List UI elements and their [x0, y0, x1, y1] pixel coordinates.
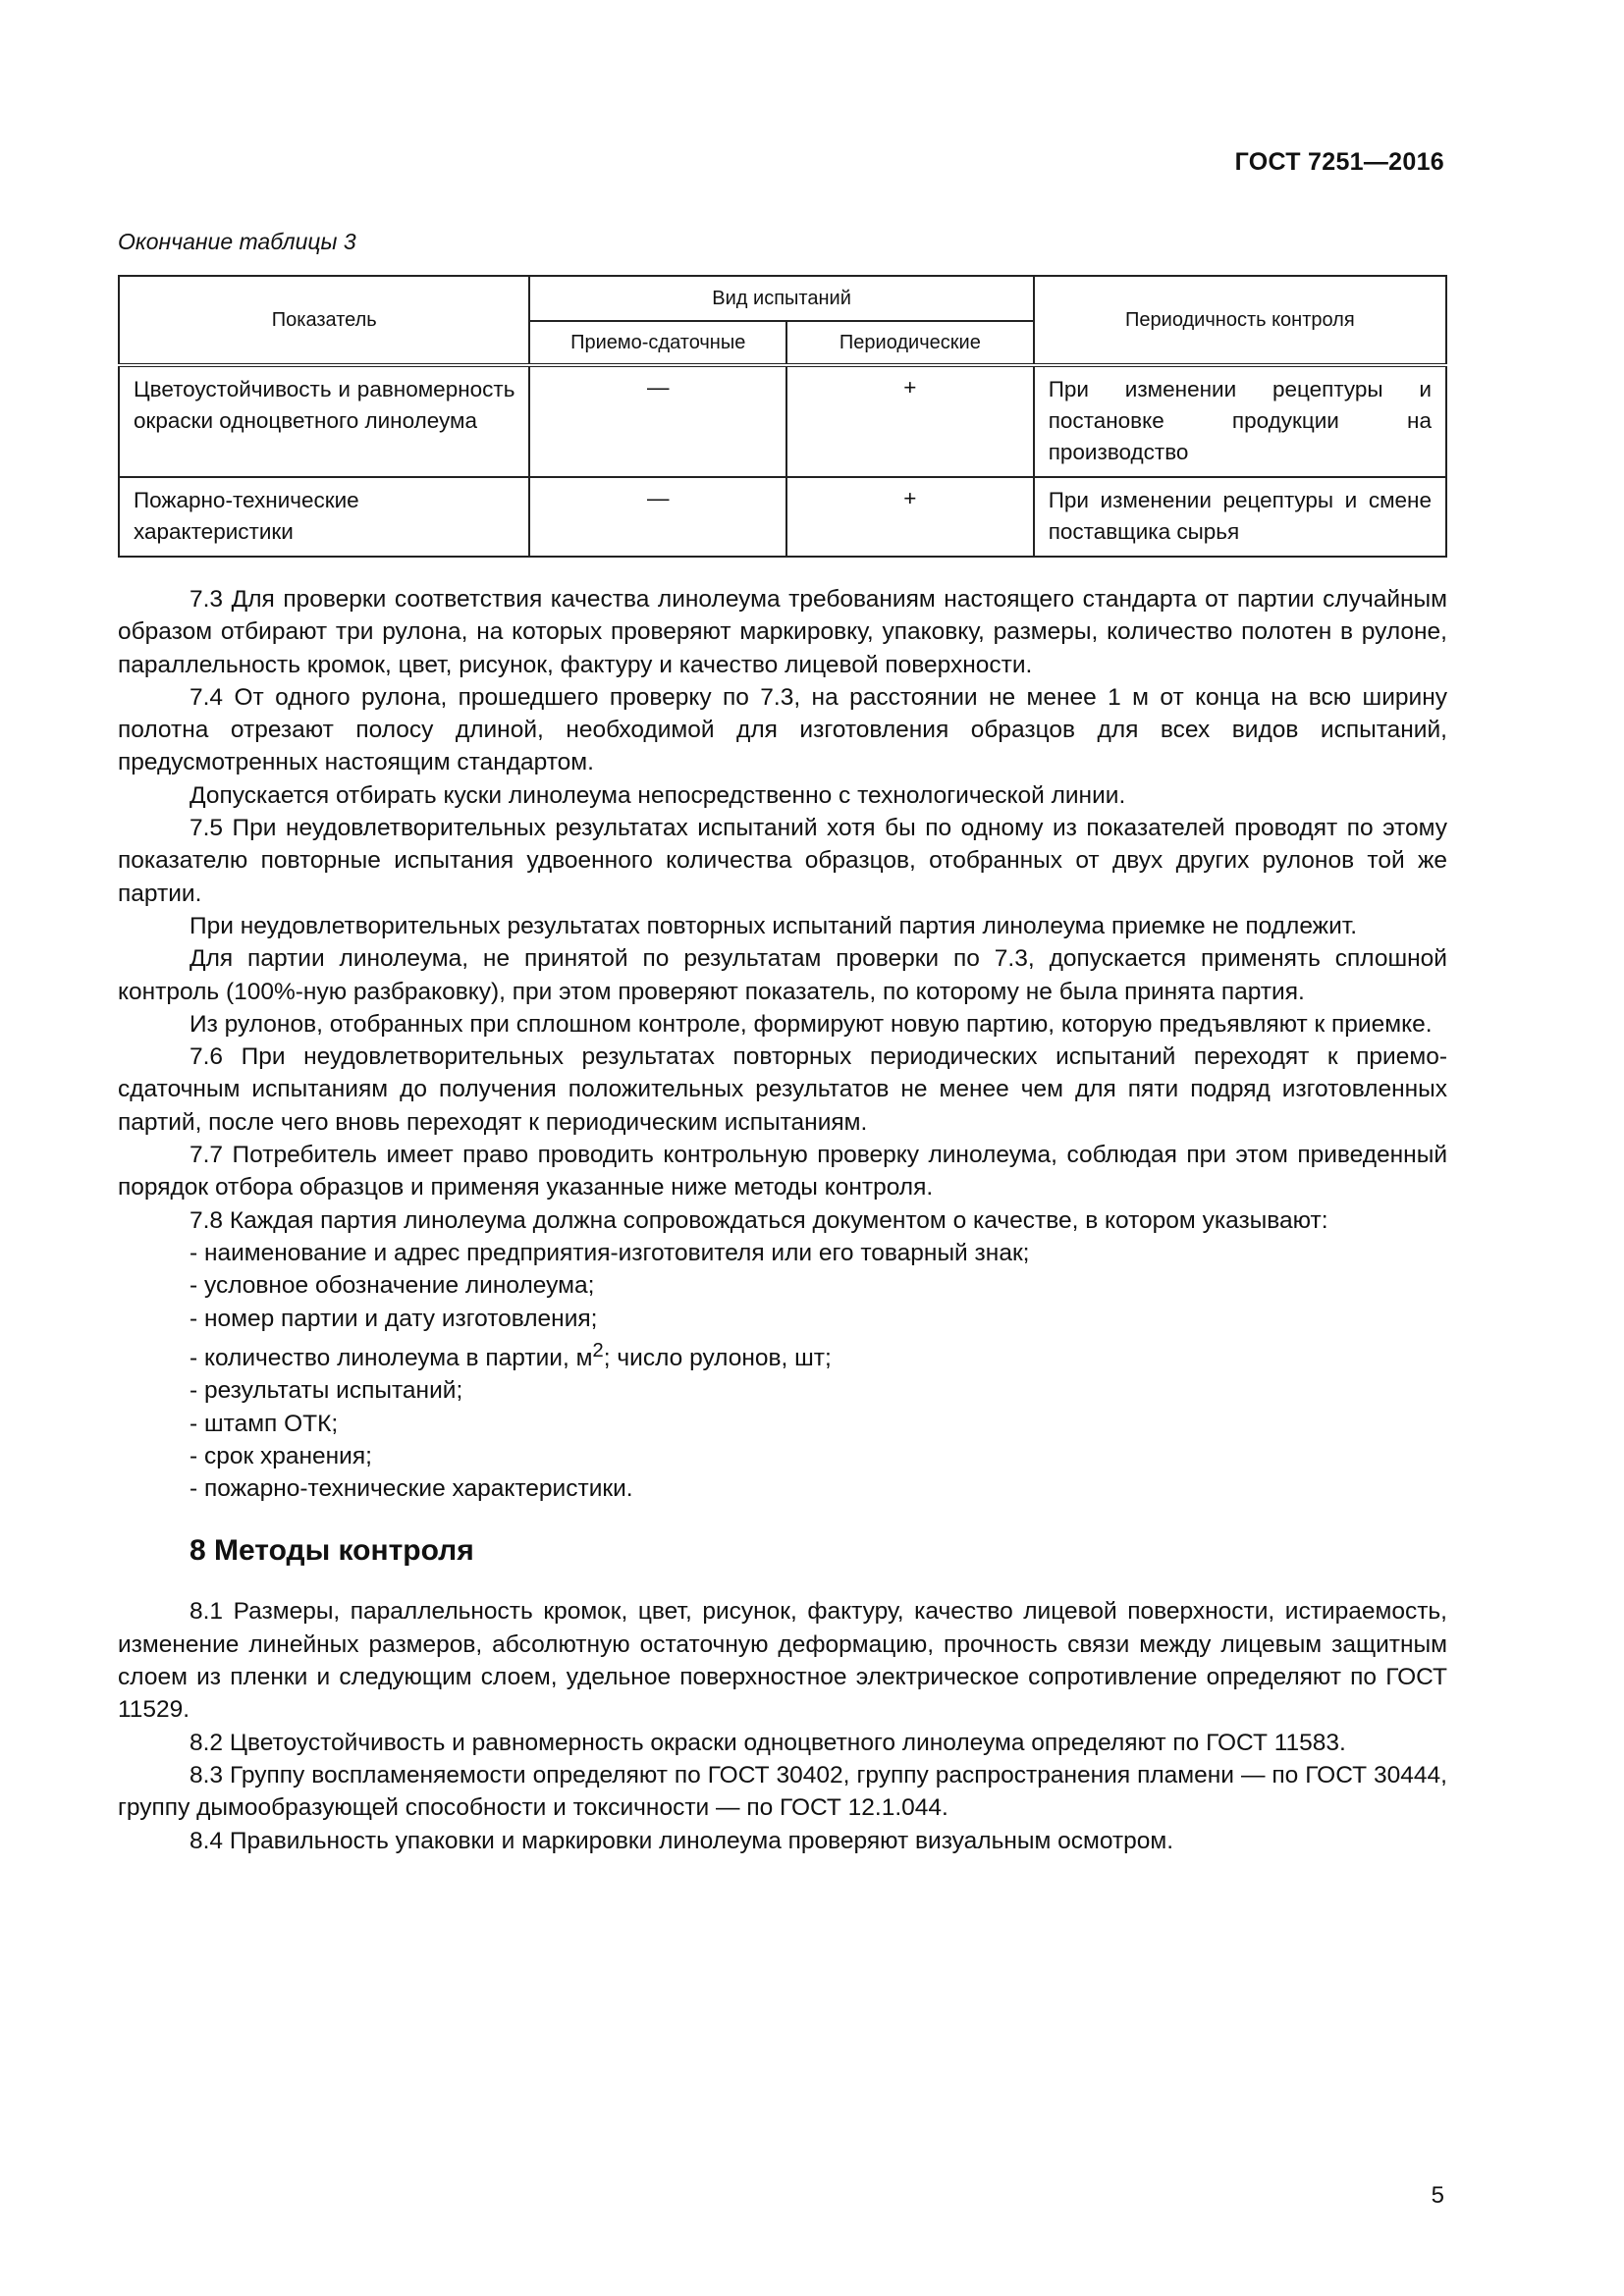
list-item: [118, 1335, 1447, 1374]
paragraph-7-7: 7.7 Потребитель имеет право проводить контрольную проверку линолеума, соблюдая при этом приведенный порядок отбора образцов и применяя указанные ниже методы контроля.: [118, 1142, 1447, 1201]
paragraph-8-2: 8.2 Цветоустойчивость и равномерность окраски одноцветного линолеума определяют по ГОСТ 11583.: [189, 1729, 1346, 1756]
cell-indicator: Цветоустойчивость и равномерность окраски одноцветного линолеума: [119, 365, 529, 477]
body-text: [118, 583, 1447, 1857]
cell-frequency: При изменении рецептуры и смене поставщика сырья: [1034, 477, 1446, 557]
list-item-text: - количество линолеума в партии, м: [189, 1344, 593, 1371]
header-acceptance: Приемо-сдаточные: [529, 321, 786, 365]
paragraph-7-5-b: При неудовлетворительных результатах повторных испытаний партия линолеума приемке не подлежит.: [189, 912, 1358, 939]
list-item: - штамп ОТК;: [189, 1410, 339, 1437]
superscript-2: 2: [592, 1339, 604, 1362]
list-item: - номер партии и дату изготовления;: [189, 1305, 598, 1332]
table-row: [119, 477, 1446, 557]
paragraph-7-3: 7.3 Для проверки соответствия качества линолеума требованиям настоящего стандарта от партии случайным образом отбирают три рулона, на которых проверяют маркировку, упаковку, размеры, количество полотен в рулоне, параллельность кромок, цвет, рисунок, фактуру и качество лицевой поверхности.: [118, 586, 1447, 678]
paragraph-7-5: 7.5 При неудовлетворительных результатах испытаний хотя бы по одному из показателей проводят по этому показателю повторные испытания удвоенного количества образцов, отобранных от двух других рулонов той же партии.: [118, 815, 1447, 907]
cell-periodic: +: [786, 365, 1034, 477]
paragraph-7-5-d: Из рулонов, отобранных при сплошном контроле, формируют новую партию, которую предъявляют к приемке.: [189, 1010, 1433, 1038]
cell-indicator: Пожарно-технические характеристики: [119, 477, 529, 557]
standard-header: ГОСТ 7251—2016: [1234, 148, 1444, 176]
table-caption: Окончание таблицы 3: [118, 229, 356, 254]
test-table: [118, 275, 1447, 558]
paragraph-8-3: 8.3 Группу воспламеняемости определяют по ГОСТ 30402, группу распространения пламени — по ГОСТ 30444, группу дымообразующей способности и токсичности — по ГОСТ 12.1.044.: [118, 1761, 1447, 1822]
list-item-text-tail: ; число рулонов, шт;: [603, 1344, 832, 1371]
cell-frequency: При изменении рецептуры и постановке продукции на производство: [1034, 365, 1446, 477]
header-indicator: Показатель: [119, 276, 529, 365]
cell-acceptance: —: [529, 477, 786, 557]
header-frequency: Периодичность контроля: [1034, 276, 1446, 365]
header-periodic: Периодические: [786, 321, 1034, 365]
list-item: - условное обозначение линолеума;: [189, 1272, 595, 1300]
list-item: - результаты испытаний;: [189, 1377, 463, 1405]
section-8-title: 8 Методы контроля: [189, 1534, 474, 1568]
cell-acceptance: —: [529, 365, 786, 477]
list-item: - наименование и адрес предприятия-изготовителя или его товарный знак;: [189, 1239, 1030, 1266]
list-item: - пожарно-технические характеристики.: [189, 1475, 633, 1503]
cell-periodic: +: [786, 477, 1034, 557]
page-number: 5: [1431, 2182, 1444, 2209]
paragraph-7-4: 7.4 От одного рулона, прошедшего проверку по 7.3, на расстоянии не менее 1 м от конца на всю ширину полотна отрезают полосу длиной, необходимой для изготовления образцов для всех видов испытаний, предусмотренных настоящим стандартом.: [118, 683, 1447, 776]
header-test-type: Вид испытаний: [529, 276, 1033, 321]
paragraph-8-1: 8.1 Размеры, параллельность кромок, цвет, рисунок, фактуру, качество лицевой поверхности, истираемость, изменение линейных размеров, абсолютную остаточную деформацию, прочность связи между лицевым защитным слоем из пленки и следующим слоем, удельное поверхностное электрическое сопротивление определяют по ГОСТ 11529.: [118, 1598, 1447, 1724]
paragraph-7-6: 7.6 При неудовлетворительных результатах повторных периодических испытаний переходят к приемо-сдаточным испытаниям до получения положительных результатов не менее чем для пяти подряд изготовленных партий, после чего вновь переходят к периодическим испытаниям.: [118, 1043, 1447, 1136]
paragraph-7-8: 7.8 Каждая партия линолеума должна сопровождаться документом о качестве, в котором указывают:: [189, 1206, 1328, 1234]
paragraph-7-5-c: Для партии линолеума, не принятой по результатам проверки по 7.3, допускается применять сплошной контроль (100%-ную разбраковку), при этом проверяют показатель, по которому не была принята партия.: [118, 945, 1447, 1005]
paragraph-7-4-note: Допускается отбирать куски линолеума непосредственно с технологической линии.: [189, 781, 1126, 809]
table-row: [119, 365, 1446, 477]
paragraph-8-4: 8.4 Правильность упаковки и маркировки линолеума проверяют визуальным осмотром.: [189, 1827, 1174, 1854]
list-item: - срок хранения;: [189, 1442, 372, 1469]
